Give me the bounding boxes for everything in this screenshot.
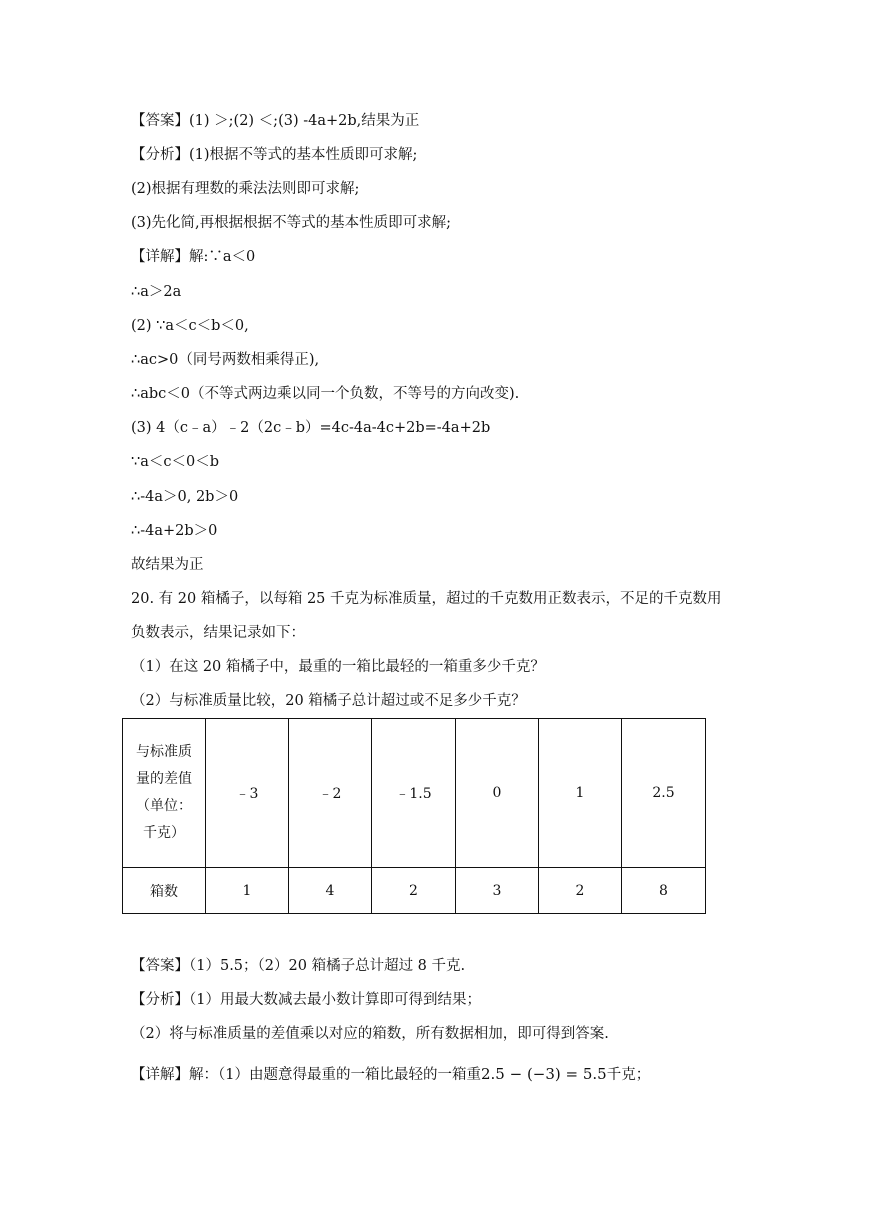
header-label-line: （单位： [136,798,192,814]
diff-cell: ﹣2 [289,719,372,868]
analysis-line: 【分析】(1)根据不等式的基本性质即可求解; [131,147,418,163]
data-table [122,718,706,914]
count-header-cell: 箱数 [123,868,206,914]
question-20-text-2: 负数表示，结果记录如下： [131,625,305,641]
detail-line-4: ∴ac>0（同号两数相乘得正), [131,352,320,368]
detail-line-5: ∴abc＜0（不等式两边乘以同一个负数，不等号的方向改变). [131,386,520,402]
header-label-line: 与标准质 [136,744,192,760]
detail-line-9: ∴-4a+2b＞0 [131,523,218,539]
answer-20-line: 【答案】（1）5.5；（2）20 箱橘子总计超过 8 千克. [131,958,466,974]
count-cell: 8 [622,868,706,914]
conclusion-line: 故结果为正 [131,557,204,573]
diff-cell: 1 [539,719,622,868]
detail-line-8: ∴-4a＞0, 2b＞0 [131,489,239,505]
diff-cell: ﹣3 [206,719,289,868]
detail-line-2: ∴a＞2a [131,284,182,300]
detail-line: 【详解】解:∵a＜0 [131,249,256,265]
math-expression: 2.5 − (−3) = 5.5 [480,1065,607,1083]
question-20-part-1: （1）在这 20 箱橘子中，最重的一箱比最轻的一箱重多少千克？ [131,659,545,675]
detail-20-suffix: 千克； [606,1067,651,1083]
detail-line-6: (3) 4（c﹣a）﹣2（2c﹣b）=4c-4a-4c+2b=-4a+2b [131,420,491,436]
diff-cell: 2.5 [622,719,706,868]
count-cell: 3 [456,868,539,914]
analysis-line-2: (2)根据有理数的乘法法则即可求解; [131,181,360,197]
diff-cell: 0 [456,719,539,868]
count-cell: 1 [206,868,289,914]
detail-20-line [131,1064,650,1085]
count-cell: 2 [372,868,456,914]
detail-line-3: (2) ∵a＜c＜b＜0, [131,318,249,334]
analysis-line-3: (3)先化简,再根据根据不等式的基本性质即可求解; [131,215,452,231]
diff-header-cell [123,719,206,868]
question-20-part-2: （2）与标准质量比较，20 箱橘子总计超过或不足多少千克？ [131,693,526,709]
header-label-line: 量的差值 [136,771,192,787]
header-label-line: 千克） [143,825,185,841]
table-row [123,719,706,868]
count-cell: 4 [289,868,372,914]
detail-line-7: ∵a＜c＜0＜b [131,454,219,470]
answer-line: 【答案】(1) ＞;(2) ＜;(3) -4a+2b,结果为正 [131,113,420,129]
question-20-text: 20. 有 20 箱橘子，以每箱 25 千克为标准质量，超过的千克数用正数表示，不足的千克数用 [131,591,722,607]
detail-20-prefix: 【详解】解：（1）由题意得最重的一箱比最轻的一箱重 [131,1067,481,1083]
diff-cell: ﹣1.5 [372,719,456,868]
analysis-20-line: 【分析】（1）用最大数减去最小数计算即可得到结果； [131,992,481,1008]
count-cell: 2 [539,868,622,914]
table-row [123,868,706,914]
analysis-20-line-2: （2）将与标准质量的差值乘以对应的箱数，所有数据相加，即可得到答案. [131,1026,609,1042]
